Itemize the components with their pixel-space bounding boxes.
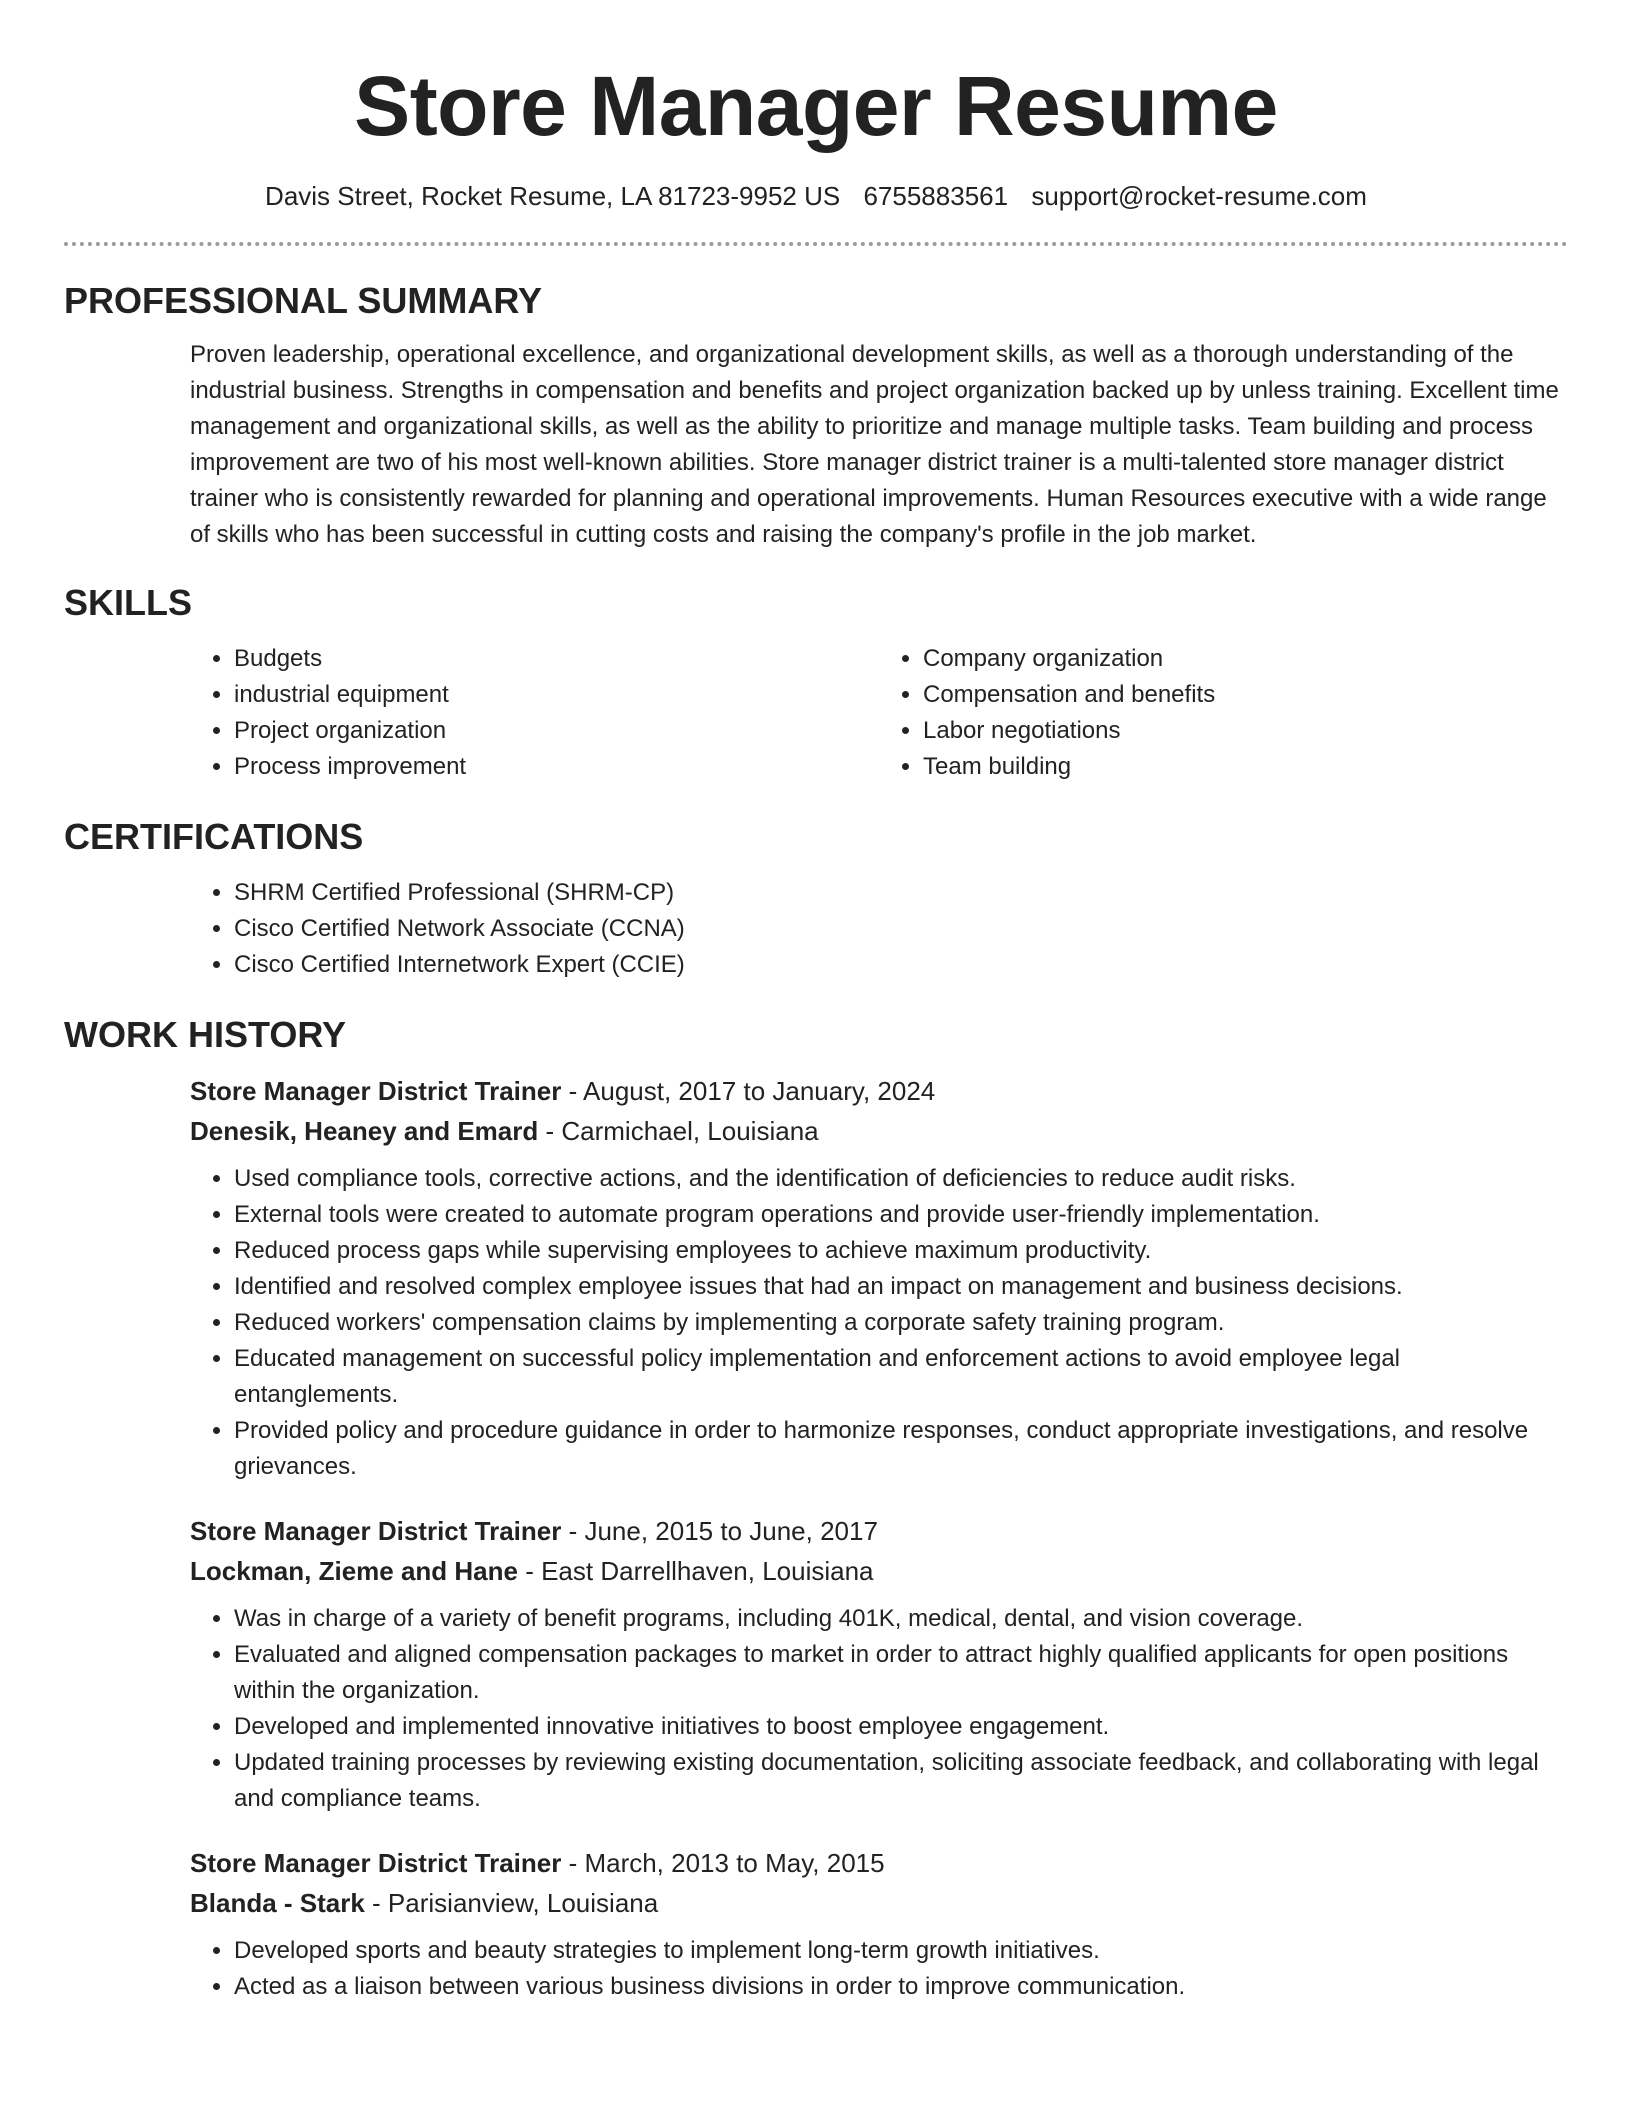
work-history-body xyxy=(190,1071,1568,2005)
skill-item: • Project organization xyxy=(234,713,879,749)
job-bullets xyxy=(190,1933,1568,2005)
skills-list-left xyxy=(190,641,879,785)
job-company: Denesik, Heaney and Emard xyxy=(190,1116,539,1146)
job-entry xyxy=(190,1843,1568,2005)
skill-item: • Team building xyxy=(923,749,1568,785)
skill-item: • Compensation and benefits xyxy=(923,677,1568,713)
job-bullet: • Identified and resolved complex employee issues that had an impact on management and business decisions. xyxy=(234,1269,1568,1305)
job-company-line xyxy=(190,1551,1568,1591)
contact-address: Davis Street, Rocket Resume, LA 81723-9952 US xyxy=(265,181,841,211)
skills-heading: SKILLS xyxy=(64,582,193,623)
job-dates: - March, 2013 to May, 2015 xyxy=(561,1848,885,1878)
job-title: Store Manager District Trainer xyxy=(190,1076,562,1106)
job-bullet: • Acted as a liaison between various business divisions in order to improve communication. xyxy=(234,1969,1568,2005)
job-entry xyxy=(190,1071,1568,1485)
job-bullet: • Reduced workers' compensation claims by implementing a corporate safety training program. xyxy=(234,1305,1568,1341)
job-location: - Carmichael, Louisiana xyxy=(538,1116,819,1146)
contact-line xyxy=(64,180,1568,212)
job-company: Blanda - Stark xyxy=(190,1888,365,1918)
job-title-line xyxy=(190,1071,1568,1111)
job-title: Store Manager District Trainer xyxy=(190,1516,562,1546)
job-bullet: • Evaluated and aligned compensation packages to market in order to attract highly qualified applicants for open positions within the organization. xyxy=(234,1637,1568,1709)
skill-item: • industrial equipment xyxy=(234,677,879,713)
certification-item: • Cisco Certified Network Associate (CCNA) xyxy=(234,911,1568,947)
certifications-heading: CERTIFICATIONS xyxy=(64,816,364,857)
summary-section xyxy=(64,279,1568,553)
job-bullet: • External tools were created to automate program operations and provide user-friendly implementation. xyxy=(234,1197,1568,1233)
contact-phone: 6755883561 xyxy=(863,181,1009,211)
skill-item: • Budgets xyxy=(234,641,879,677)
summary-heading: PROFESSIONAL SUMMARY xyxy=(64,280,543,321)
job-company-line xyxy=(190,1111,1568,1151)
header-divider xyxy=(64,242,1568,246)
certifications-body xyxy=(190,875,1568,983)
summary-text: Proven leadership, operational excellence, and organizational development skills, as well as a thorough understanding of the industrial business. Strengths in compensation and benefits and project organization backed up by unless training. Excellent time management and organizational skills, as well as the ability to prioritize and manage multiple tasks. Team building and process improvement are two of his most well-known abilities. Store manager district trainer is a multi-talented store manager district trainer who is consistently rewarded for planning and operational improvements. Human Resources executive with a wide range of skills who has been successful in cutting costs and raising the company's profile in the job market. xyxy=(190,341,1559,548)
job-bullet: • Developed sports and beauty strategies to implement long-term growth initiatives. xyxy=(234,1933,1568,1969)
certification-item: • Cisco Certified Internetwork Expert (CCIE) xyxy=(234,947,1568,983)
job-dates: - June, 2015 to June, 2017 xyxy=(561,1516,878,1546)
skill-item: • Labor negotiations xyxy=(923,713,1568,749)
job-location: - Parisianview, Louisiana xyxy=(364,1888,659,1918)
job-bullet: • Reduced process gaps while supervising employees to achieve maximum productivity. xyxy=(234,1233,1568,1269)
job-dates: - August, 2017 to January, 2024 xyxy=(561,1076,936,1106)
skill-item: • Process improvement xyxy=(234,749,879,785)
job-bullets xyxy=(190,1601,1568,1817)
job-bullet: • Developed and implemented innovative initiatives to boost employee engagement. xyxy=(234,1709,1568,1745)
resume-title: Store Manager Resume xyxy=(354,59,1278,153)
job-location: - East Darrellhaven, Louisiana xyxy=(517,1556,874,1586)
skills-grid xyxy=(190,641,1568,785)
skill-item: • Company organization xyxy=(923,641,1568,677)
certification-item: • SHRM Certified Professional (SHRM-CP) xyxy=(234,875,1568,911)
job-entry xyxy=(190,1511,1568,1817)
work-history-section xyxy=(64,1013,1568,2005)
job-bullet: • Used compliance tools, corrective actions, and the identification of deficiencies to reduce audit risks. xyxy=(234,1161,1568,1197)
job-title: Store Manager District Trainer xyxy=(190,1848,562,1878)
job-bullet: • Educated management on successful policy implementation and enforcement actions to avoid employee legal entanglements. xyxy=(234,1341,1568,1413)
work-history-heading: WORK HISTORY xyxy=(64,1014,347,1055)
job-company-line xyxy=(190,1883,1568,1923)
job-title-line xyxy=(190,1843,1568,1883)
job-bullet: • Updated training processes by reviewing existing documentation, soliciting associate feedback, and collaborating with legal and compliance teams. xyxy=(234,1745,1568,1817)
job-bullet: • Provided policy and procedure guidance in order to harmonize responses, conduct appropriate investigations, and resolve grievances. xyxy=(234,1413,1568,1485)
summary-body xyxy=(190,337,1568,553)
contact-email: support@rocket-resume.com xyxy=(1031,181,1367,211)
job-bullet: • Was in charge of a variety of benefit programs, including 401K, medical, dental, and vision coverage. xyxy=(234,1601,1568,1637)
job-bullets xyxy=(190,1161,1568,1485)
skills-section xyxy=(64,581,1568,785)
certifications-list xyxy=(190,875,1568,983)
job-title-line xyxy=(190,1511,1568,1551)
certifications-section xyxy=(64,815,1568,983)
job-company: Lockman, Zieme and Hane xyxy=(190,1556,518,1586)
skills-list-right xyxy=(879,641,1568,785)
